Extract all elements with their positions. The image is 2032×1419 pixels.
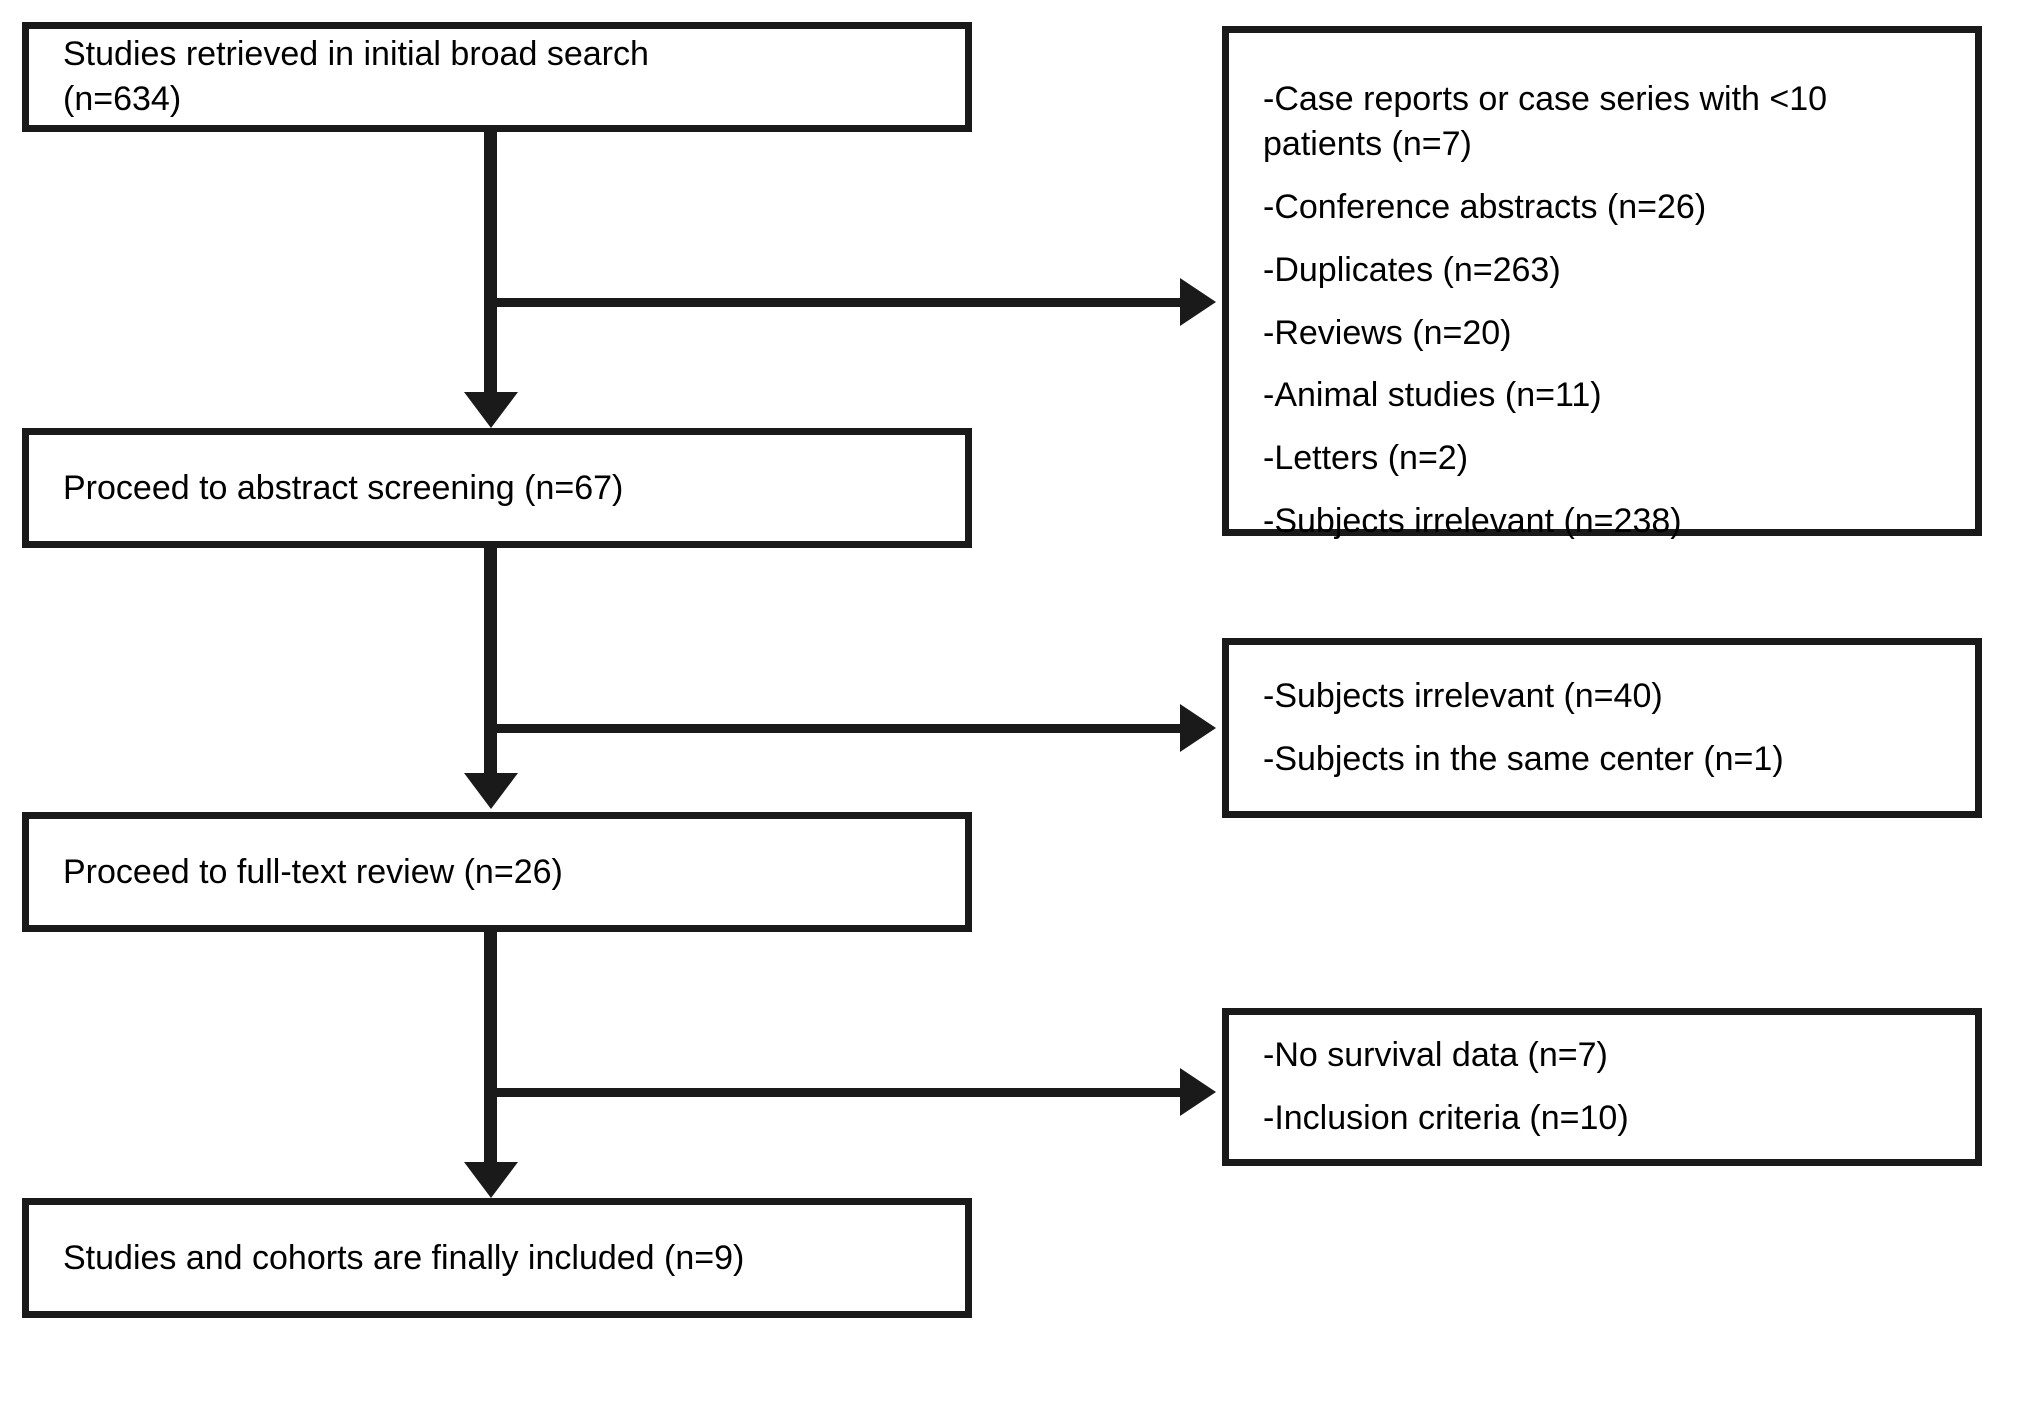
flow-box-full-text-review-line-1: Proceed to full-text review (n=26): [63, 852, 563, 891]
exclusion-box-stage-3: [1222, 1008, 1982, 1166]
exclusion-line: -No survival data (n=7): [1263, 1036, 1608, 1075]
exclusion-line: -Subjects in the same center (n=1): [1263, 740, 1784, 778]
flow-box-abstract-screening: [22, 428, 972, 548]
flow-box-initial-search-line-1: Studies retrieved in initial broad search: [63, 35, 649, 74]
flow-box-initial-search: [22, 22, 972, 132]
exclusion-box-stage-2: [1222, 638, 1982, 818]
flow-box-full-text-review: [22, 812, 972, 932]
exclusion-line: -Conference abstracts (n=26): [1263, 187, 1707, 226]
exclusion-line: -Duplicates (n=263): [1263, 250, 1561, 289]
exclusion-line: -Inclusion criteria (n=10): [1263, 1099, 1629, 1137]
arrow-down-2: [464, 773, 518, 809]
exclusion-line: -Case reports or case series with <10 patients (n=7): [1263, 80, 1837, 163]
flow-box-final-included: [22, 1198, 972, 1318]
exclusion-line: -Animal studies (n=11): [1263, 376, 1602, 415]
arrow-right-3: [1180, 1068, 1216, 1116]
connector-branch-3: [484, 1088, 1192, 1097]
arrow-right-2: [1180, 704, 1216, 752]
connector-branch-1: [484, 298, 1192, 307]
exclusion-line: -Subjects irrelevant (n=40): [1263, 677, 1663, 716]
flow-box-final-included-line-1: Studies and cohorts are finally included (n=9): [63, 1238, 745, 1277]
exclusion-line: -Letters (n=2): [1263, 439, 1469, 478]
connector-branch-2: [484, 724, 1192, 733]
flow-box-abstract-screening-line-1: Proceed to abstract screening (n=67): [63, 468, 624, 507]
flow-box-initial-search-line-2: (n=634): [63, 80, 182, 118]
connector-shaft-3: [484, 932, 497, 1182]
exclusion-box-stage-1: [1222, 26, 1982, 541]
exclusion-line: -Subjects irrelevant (n=238): [1263, 502, 1682, 541]
connector-shaft-1: [484, 132, 497, 412]
arrow-down-1: [464, 392, 518, 428]
connector-shaft-2: [484, 548, 497, 793]
arrow-down-3: [464, 1162, 518, 1198]
arrow-right-1: [1180, 278, 1216, 326]
exclusion-line: -Reviews (n=20): [1263, 313, 1512, 352]
